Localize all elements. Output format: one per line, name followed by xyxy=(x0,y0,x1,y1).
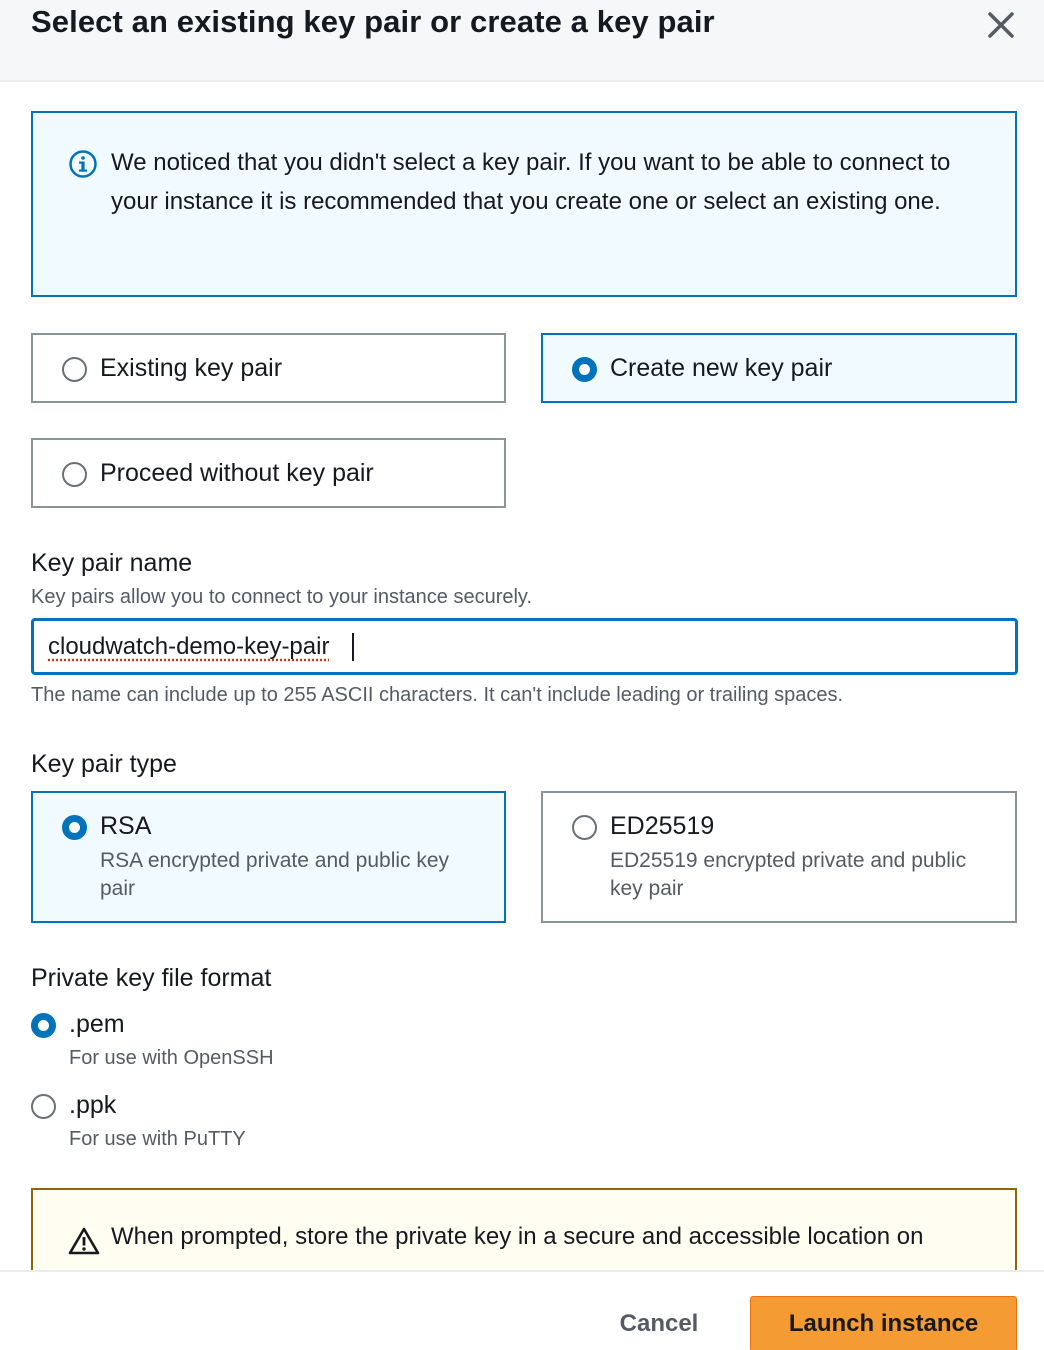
option-existing-key-pair-label: Existing key pair xyxy=(100,354,283,382)
cancel-button[interactable]: Cancel xyxy=(619,1310,699,1337)
option-pem-label[interactable]: .pem xyxy=(69,1010,125,1038)
warning-alert xyxy=(31,1188,1017,1278)
dialog-header xyxy=(0,0,1044,82)
launch-instance-button[interactable]: Launch instance xyxy=(750,1296,1017,1350)
info-alert-text: We noticed that you didn't select a key pair. If you want to be able to connect to your instance it is recommended that you create one or select an existing one. xyxy=(111,149,951,215)
radio-ppk[interactable] xyxy=(31,1094,56,1119)
radio-existing-key-pair[interactable] xyxy=(62,357,87,382)
private-key-format-label: Private key file format xyxy=(31,964,272,992)
radio-create-new-key-pair[interactable] xyxy=(572,357,597,382)
key-pair-name-value[interactable]: cloudwatch-demo-key-pair xyxy=(48,633,330,660)
warning-alert-text: When prompted, store the private key in a secure and accessible location on xyxy=(111,1223,924,1250)
key-pair-name-input[interactable] xyxy=(31,618,1018,675)
option-create-new-key-pair-label: Create new key pair xyxy=(610,354,833,382)
option-ed25519[interactable] xyxy=(541,791,1017,923)
radio-rsa[interactable] xyxy=(62,815,87,840)
option-ppk-description: For use with PuTTY xyxy=(69,1128,246,1150)
close-icon xyxy=(982,6,1020,44)
option-ed25519-description: ED25519 encrypted private and public key pair xyxy=(610,849,967,900)
option-ed25519-label: ED25519 xyxy=(610,812,715,840)
key-pair-name-constraint: The name can include up to 255 ASCII characters. It can't include leading or trailing spaces. xyxy=(31,684,844,706)
option-ppk-label[interactable]: .ppk xyxy=(69,1091,117,1119)
option-proceed-without-key-pair-label: Proceed without key pair xyxy=(100,459,374,487)
info-alert xyxy=(31,111,1017,297)
option-pem-description: For use with OpenSSH xyxy=(69,1047,274,1069)
dialog-title: Select an existing key pair or create a key pair xyxy=(31,4,715,39)
radio-proceed-without-key-pair[interactable] xyxy=(62,462,87,487)
option-existing-key-pair[interactable] xyxy=(31,333,506,403)
dialog-footer xyxy=(0,1270,1044,1350)
text-caret xyxy=(352,633,354,661)
key-pair-type-label: Key pair type xyxy=(31,750,177,778)
option-rsa-description: RSA encrypted private and public key pair xyxy=(100,849,450,900)
radio-pem[interactable] xyxy=(31,1013,56,1038)
radio-ed25519[interactable] xyxy=(572,815,597,840)
key-pair-name-label: Key pair name xyxy=(31,549,193,577)
warning-icon xyxy=(68,1226,100,1256)
key-pair-name-description: Key pairs allow you to connect to your instance securely. xyxy=(31,586,532,608)
option-create-new-key-pair[interactable] xyxy=(541,333,1017,403)
option-proceed-without-key-pair[interactable] xyxy=(31,438,506,508)
info-icon xyxy=(68,149,98,179)
option-rsa[interactable] xyxy=(31,791,506,923)
close-button[interactable] xyxy=(982,6,1020,44)
option-rsa-label: RSA xyxy=(100,812,152,840)
